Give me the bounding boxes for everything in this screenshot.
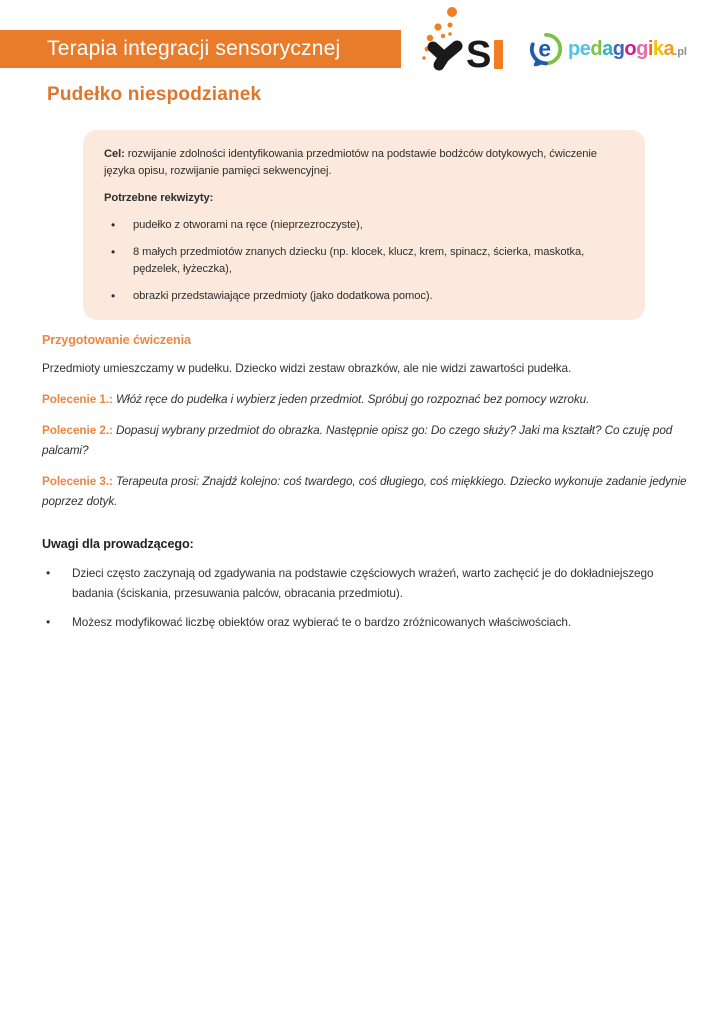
epedagogika-letter: d [590, 38, 603, 60]
list-item [42, 612, 694, 632]
si-logo-blob [433, 46, 457, 65]
header-banner [0, 30, 401, 68]
epedagogika-letter: p [568, 38, 580, 60]
epedagogika-letter: a [663, 38, 675, 60]
bullet-icon: • [111, 218, 116, 232]
goal-text: rozwijanie zdolności identyfikowania przedmiotów na podstawie bodźców dotykowych, ćwiczenie języka opisu, rozwijanie pamięci sekwencyjnej. [104, 148, 597, 177]
list-item-text: pudełko z otworami na ręce (nieprzezroczyste), [133, 219, 363, 231]
epedagogika-letter: o [624, 38, 637, 60]
si-logo-letter-s: S [466, 34, 492, 76]
bullet-icon: • [111, 245, 116, 259]
instruction-2-text: Dopasuj wybrany przedmiot do obrazka. Następnie opisz go: Do czego służy? Jaki ma kształt? Co czuję pod palcami? [42, 423, 673, 457]
epedagogika-letter: e [579, 38, 591, 60]
instruction-2 [42, 420, 694, 460]
instruction-1-text: Włóż ręce do pudełka i wybierz jeden przedmiot. Spróbuj go rozpoznać bez pomocy wzroku. [116, 392, 590, 406]
list-item [104, 217, 625, 234]
instruction-3 [42, 471, 694, 511]
bullet-icon: • [111, 289, 116, 303]
banner-title: Terapia integracji sensorycznej [47, 37, 341, 60]
epedagogika-e-icon [527, 31, 565, 71]
instruction-2-label: Polecenie 2.: [42, 423, 113, 437]
epedagogika-wordmark [568, 30, 687, 71]
epedagogika-logo [527, 30, 687, 71]
list-item [42, 563, 694, 603]
epedagogika-letter: a [602, 38, 613, 60]
epedagogika-letter: .pl [674, 46, 687, 58]
list-item-text: Dzieci często zaczynają od zgadywania na podstawie częściowych wrażeń, warto zachęcić je do dokładniejszego badania (ściskania, przesuwania palców, obracania przedmiotu). [72, 566, 654, 600]
bullet-icon: • [46, 615, 51, 629]
list-item [104, 244, 625, 278]
epedagogika-letter: i [647, 38, 653, 60]
epedagogika-letter: k [652, 38, 664, 60]
epedagogika-letter: g [612, 38, 625, 60]
goal-paragraph [104, 146, 625, 180]
goal-label: Cel: [104, 148, 125, 160]
notes-heading: Uwagi dla prowadzącego: [42, 537, 194, 551]
info-box [83, 130, 645, 320]
instruction-3-text: Terapeuta prosi: Znajdź kolejno: coś twardego, coś długiego, coś miękkiego. Dziecko wykonuje zadanie jedynie poprzez dotyk. [42, 474, 687, 508]
list-item-text: Możesz modyfikować liczbę obiektów oraz wybierać te o bardzo zróżnicowanych właściwościach. [72, 615, 572, 629]
list-item [104, 288, 625, 305]
bullet-icon: • [46, 566, 51, 580]
epedagogika-e-letter: e [538, 35, 552, 62]
instruction-1 [42, 389, 694, 409]
si-logo-icon [422, 4, 522, 76]
si-logo-bar [494, 40, 503, 69]
instruction-1-label: Polecenie 1.: [42, 392, 113, 406]
props-label: Potrzebne rekwizyty: [104, 192, 214, 204]
page-title: Pudełko niespodzianek [47, 84, 262, 105]
notes-list [42, 563, 694, 632]
epedagogika-letter: g [636, 38, 648, 60]
main-content [42, 330, 694, 632]
prep-text: Przedmioty umieszczamy w pudełku. Dziecko widzi zestaw obrazków, ale nie widzi zawartości pudełka. [42, 361, 572, 375]
list-item-text: obrazki przedstawiające przedmioty (jako dodatkowa pomoc). [133, 290, 433, 302]
prep-heading: Przygotowanie ćwiczenia [42, 333, 191, 347]
props-list [104, 217, 625, 305]
list-item-text: 8 małych przedmiotów znanych dziecku (np. klocek, klucz, krem, spinacz, ścierka, maskotka, pędzelek, łyżeczka), [133, 246, 585, 275]
instruction-3-label: Polecenie 3.: [42, 474, 113, 488]
